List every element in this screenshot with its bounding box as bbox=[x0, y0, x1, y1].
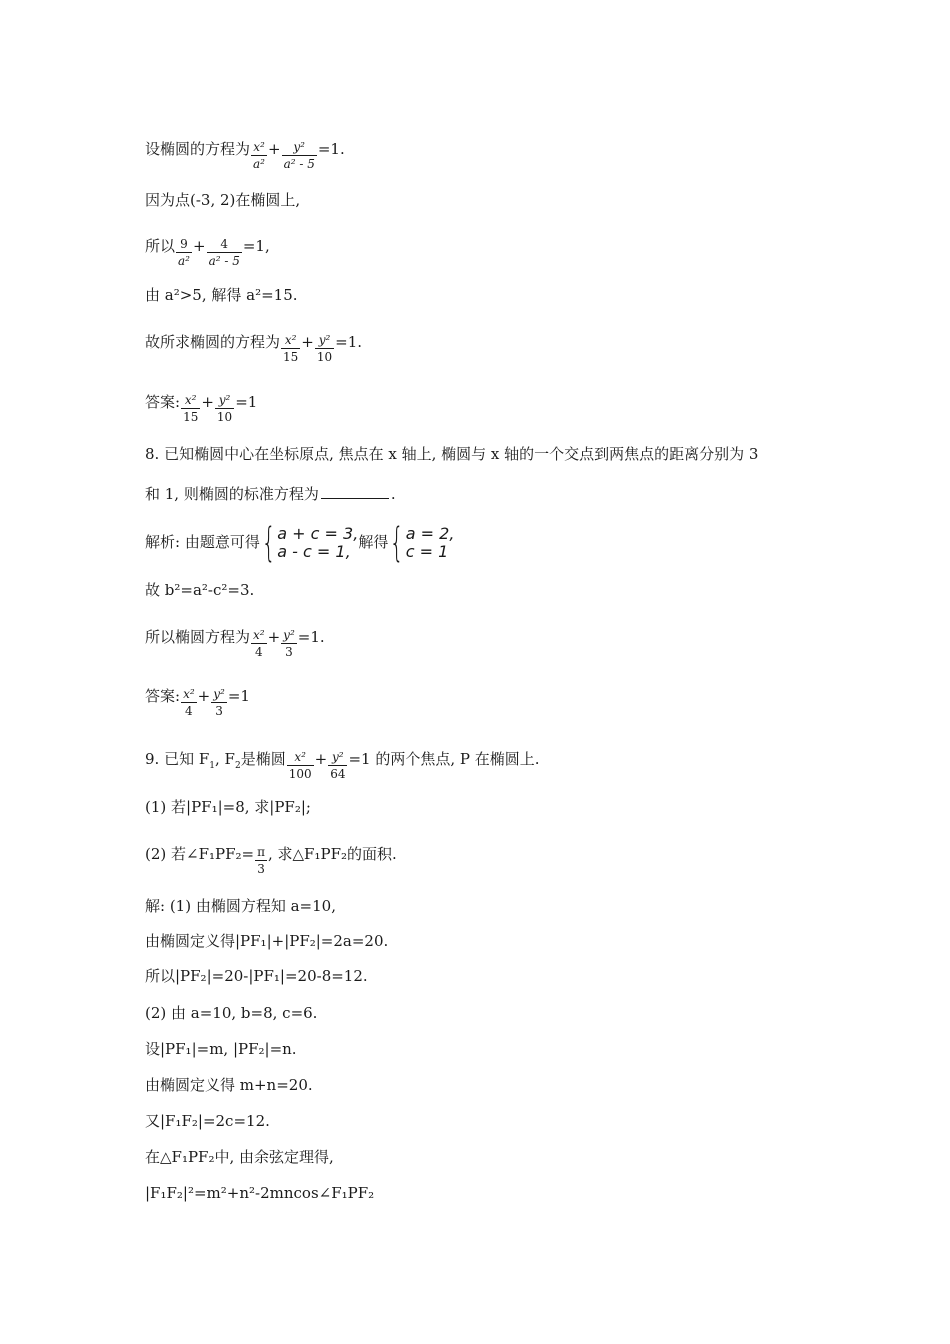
solution-line: 解: (1) 由椭圆方程知 a=10, bbox=[145, 897, 336, 915]
fraction bbox=[281, 333, 300, 365]
fraction bbox=[211, 687, 227, 719]
plus: + bbox=[192, 237, 206, 255]
numerator: x² bbox=[287, 750, 314, 766]
denominator: 4 bbox=[185, 704, 193, 718]
denominator: 10 bbox=[316, 350, 333, 364]
numerator: x² bbox=[281, 333, 300, 349]
answer-blank bbox=[321, 484, 389, 499]
text: , 求△F₁PF₂的面积. bbox=[267, 845, 397, 863]
denominator: 15 bbox=[183, 410, 199, 424]
numerator: y² bbox=[328, 750, 347, 766]
text: 答案: bbox=[145, 687, 181, 705]
fraction bbox=[328, 750, 347, 782]
plus: + bbox=[301, 333, 314, 351]
fraction bbox=[181, 393, 200, 425]
numerator: x² bbox=[183, 687, 195, 701]
text: =1. bbox=[317, 140, 345, 158]
answer-line bbox=[145, 387, 258, 424]
system-row: a + c = 3, bbox=[277, 523, 359, 543]
text: . bbox=[390, 485, 396, 503]
denominator: 15 bbox=[283, 350, 299, 364]
text-line: 由 a²>5, 解得 a²=15. bbox=[145, 286, 298, 304]
denominator: 3 bbox=[215, 704, 223, 718]
text-line: 因为点(-3, 2)在椭圆上, bbox=[145, 191, 301, 209]
text: 解析: 由题意可得 bbox=[145, 533, 260, 551]
solution-line: 又|F₁F₂|=2c=12. bbox=[145, 1112, 270, 1130]
text: , F bbox=[215, 750, 235, 768]
question-9-line bbox=[145, 744, 540, 781]
denominator: a² bbox=[253, 157, 265, 171]
text: 故所求椭圆的方程为 bbox=[145, 333, 281, 351]
numerator: x² bbox=[253, 628, 265, 642]
fraction bbox=[251, 628, 267, 660]
text: 所以 bbox=[145, 237, 176, 255]
text: =1 的两个焦点, P 在椭圆上. bbox=[348, 750, 540, 768]
fraction bbox=[207, 237, 242, 269]
denominator: 64 bbox=[330, 767, 346, 781]
answer-line bbox=[145, 681, 250, 718]
system-row: c = 1 bbox=[405, 541, 449, 561]
text: (2) 若∠F₁PF₂= bbox=[145, 845, 255, 863]
system-row: a = 2, bbox=[405, 523, 455, 543]
solution-line: (2) 由 a=10, b=8, c=6. bbox=[145, 1004, 318, 1022]
fraction bbox=[315, 333, 334, 365]
solution-line: 在△F₁PF₂中, 由余弦定理得, bbox=[145, 1148, 334, 1166]
solution-line: 由椭圆定义得|PF₁|+|PF₂|=2a=20. bbox=[145, 932, 389, 950]
analysis-line bbox=[145, 519, 455, 566]
denominator: a² - 5 bbox=[208, 254, 240, 268]
question-8-line-1: 8. 已知椭圆中心在坐标原点, 焦点在 x 轴上, 椭圆与 x 轴的一个交点到两焦点的距离分别为 3 bbox=[145, 445, 759, 463]
equation-system bbox=[388, 519, 455, 566]
text: 是椭圆 bbox=[240, 750, 286, 768]
fraction bbox=[282, 140, 317, 172]
fraction bbox=[215, 393, 234, 425]
denominator: a² - 5 bbox=[283, 157, 315, 171]
question-9-part-2 bbox=[145, 839, 397, 876]
numerator: y² bbox=[282, 140, 317, 156]
text: =1, bbox=[242, 237, 270, 255]
fraction bbox=[181, 687, 197, 719]
subscript: 2 bbox=[234, 761, 241, 771]
solution-line: 所以|PF₂|=20-|PF₁|=20-8=12. bbox=[145, 967, 368, 985]
numerator: x² bbox=[181, 393, 200, 409]
numerator: 4 bbox=[207, 237, 242, 253]
question-9-part-1: (1) 若|PF₁|=8, 求|PF₂|; bbox=[145, 798, 311, 816]
equation-line bbox=[145, 622, 325, 659]
text: =1 bbox=[227, 687, 250, 705]
numerator: y² bbox=[283, 628, 295, 642]
numerator: x² bbox=[251, 140, 267, 156]
text: 9. 已知 F bbox=[145, 750, 210, 768]
text: 答案: bbox=[145, 393, 181, 411]
left-brace-icon: { bbox=[261, 519, 276, 566]
numerator: 9 bbox=[176, 237, 192, 253]
equation-system bbox=[260, 519, 359, 566]
plus: + bbox=[201, 393, 214, 411]
denominator: 3 bbox=[257, 862, 265, 876]
equation-line bbox=[145, 231, 270, 268]
question-8-line-2 bbox=[145, 484, 396, 504]
numerator: y² bbox=[215, 393, 234, 409]
text: 设椭圆的方程为 bbox=[145, 140, 251, 158]
text: 解得 bbox=[358, 533, 389, 551]
equation-line bbox=[145, 134, 345, 171]
denominator: 3 bbox=[285, 645, 293, 659]
fraction bbox=[255, 845, 267, 877]
text: =1 bbox=[235, 393, 258, 411]
solution-line: 由椭圆定义得 m+n=20. bbox=[145, 1076, 313, 1094]
numerator: y² bbox=[213, 687, 225, 701]
left-brace-icon: { bbox=[390, 519, 405, 566]
fraction bbox=[281, 628, 297, 660]
text: =1. bbox=[335, 333, 363, 351]
plus: + bbox=[197, 687, 211, 705]
denominator: 4 bbox=[254, 645, 263, 659]
denominator: 100 bbox=[288, 767, 312, 781]
system-row: a - c = 1, bbox=[277, 541, 351, 561]
text: =1. bbox=[297, 628, 325, 646]
plus: + bbox=[267, 140, 281, 158]
numerator: π bbox=[257, 845, 265, 859]
subscript: 1 bbox=[209, 761, 215, 771]
text-line: 故 b²=a²-c²=3. bbox=[145, 581, 255, 599]
denominator: 10 bbox=[216, 410, 233, 424]
denominator: a² bbox=[178, 254, 190, 268]
solution-line: 设|PF₁|=m, |PF₂|=n. bbox=[145, 1040, 297, 1058]
fraction bbox=[287, 750, 314, 782]
text: 所以椭圆方程为 bbox=[145, 628, 251, 646]
plus: + bbox=[267, 628, 281, 646]
text: 和 1, 则椭圆的标准方程为 bbox=[145, 485, 319, 503]
fraction bbox=[251, 140, 267, 172]
equation-line bbox=[145, 327, 363, 364]
numerator: y² bbox=[315, 333, 334, 349]
solution-line: |F₁F₂|²=m²+n²-2mncos∠F₁PF₂ bbox=[145, 1184, 375, 1202]
fraction bbox=[176, 237, 192, 269]
plus: + bbox=[314, 750, 328, 768]
